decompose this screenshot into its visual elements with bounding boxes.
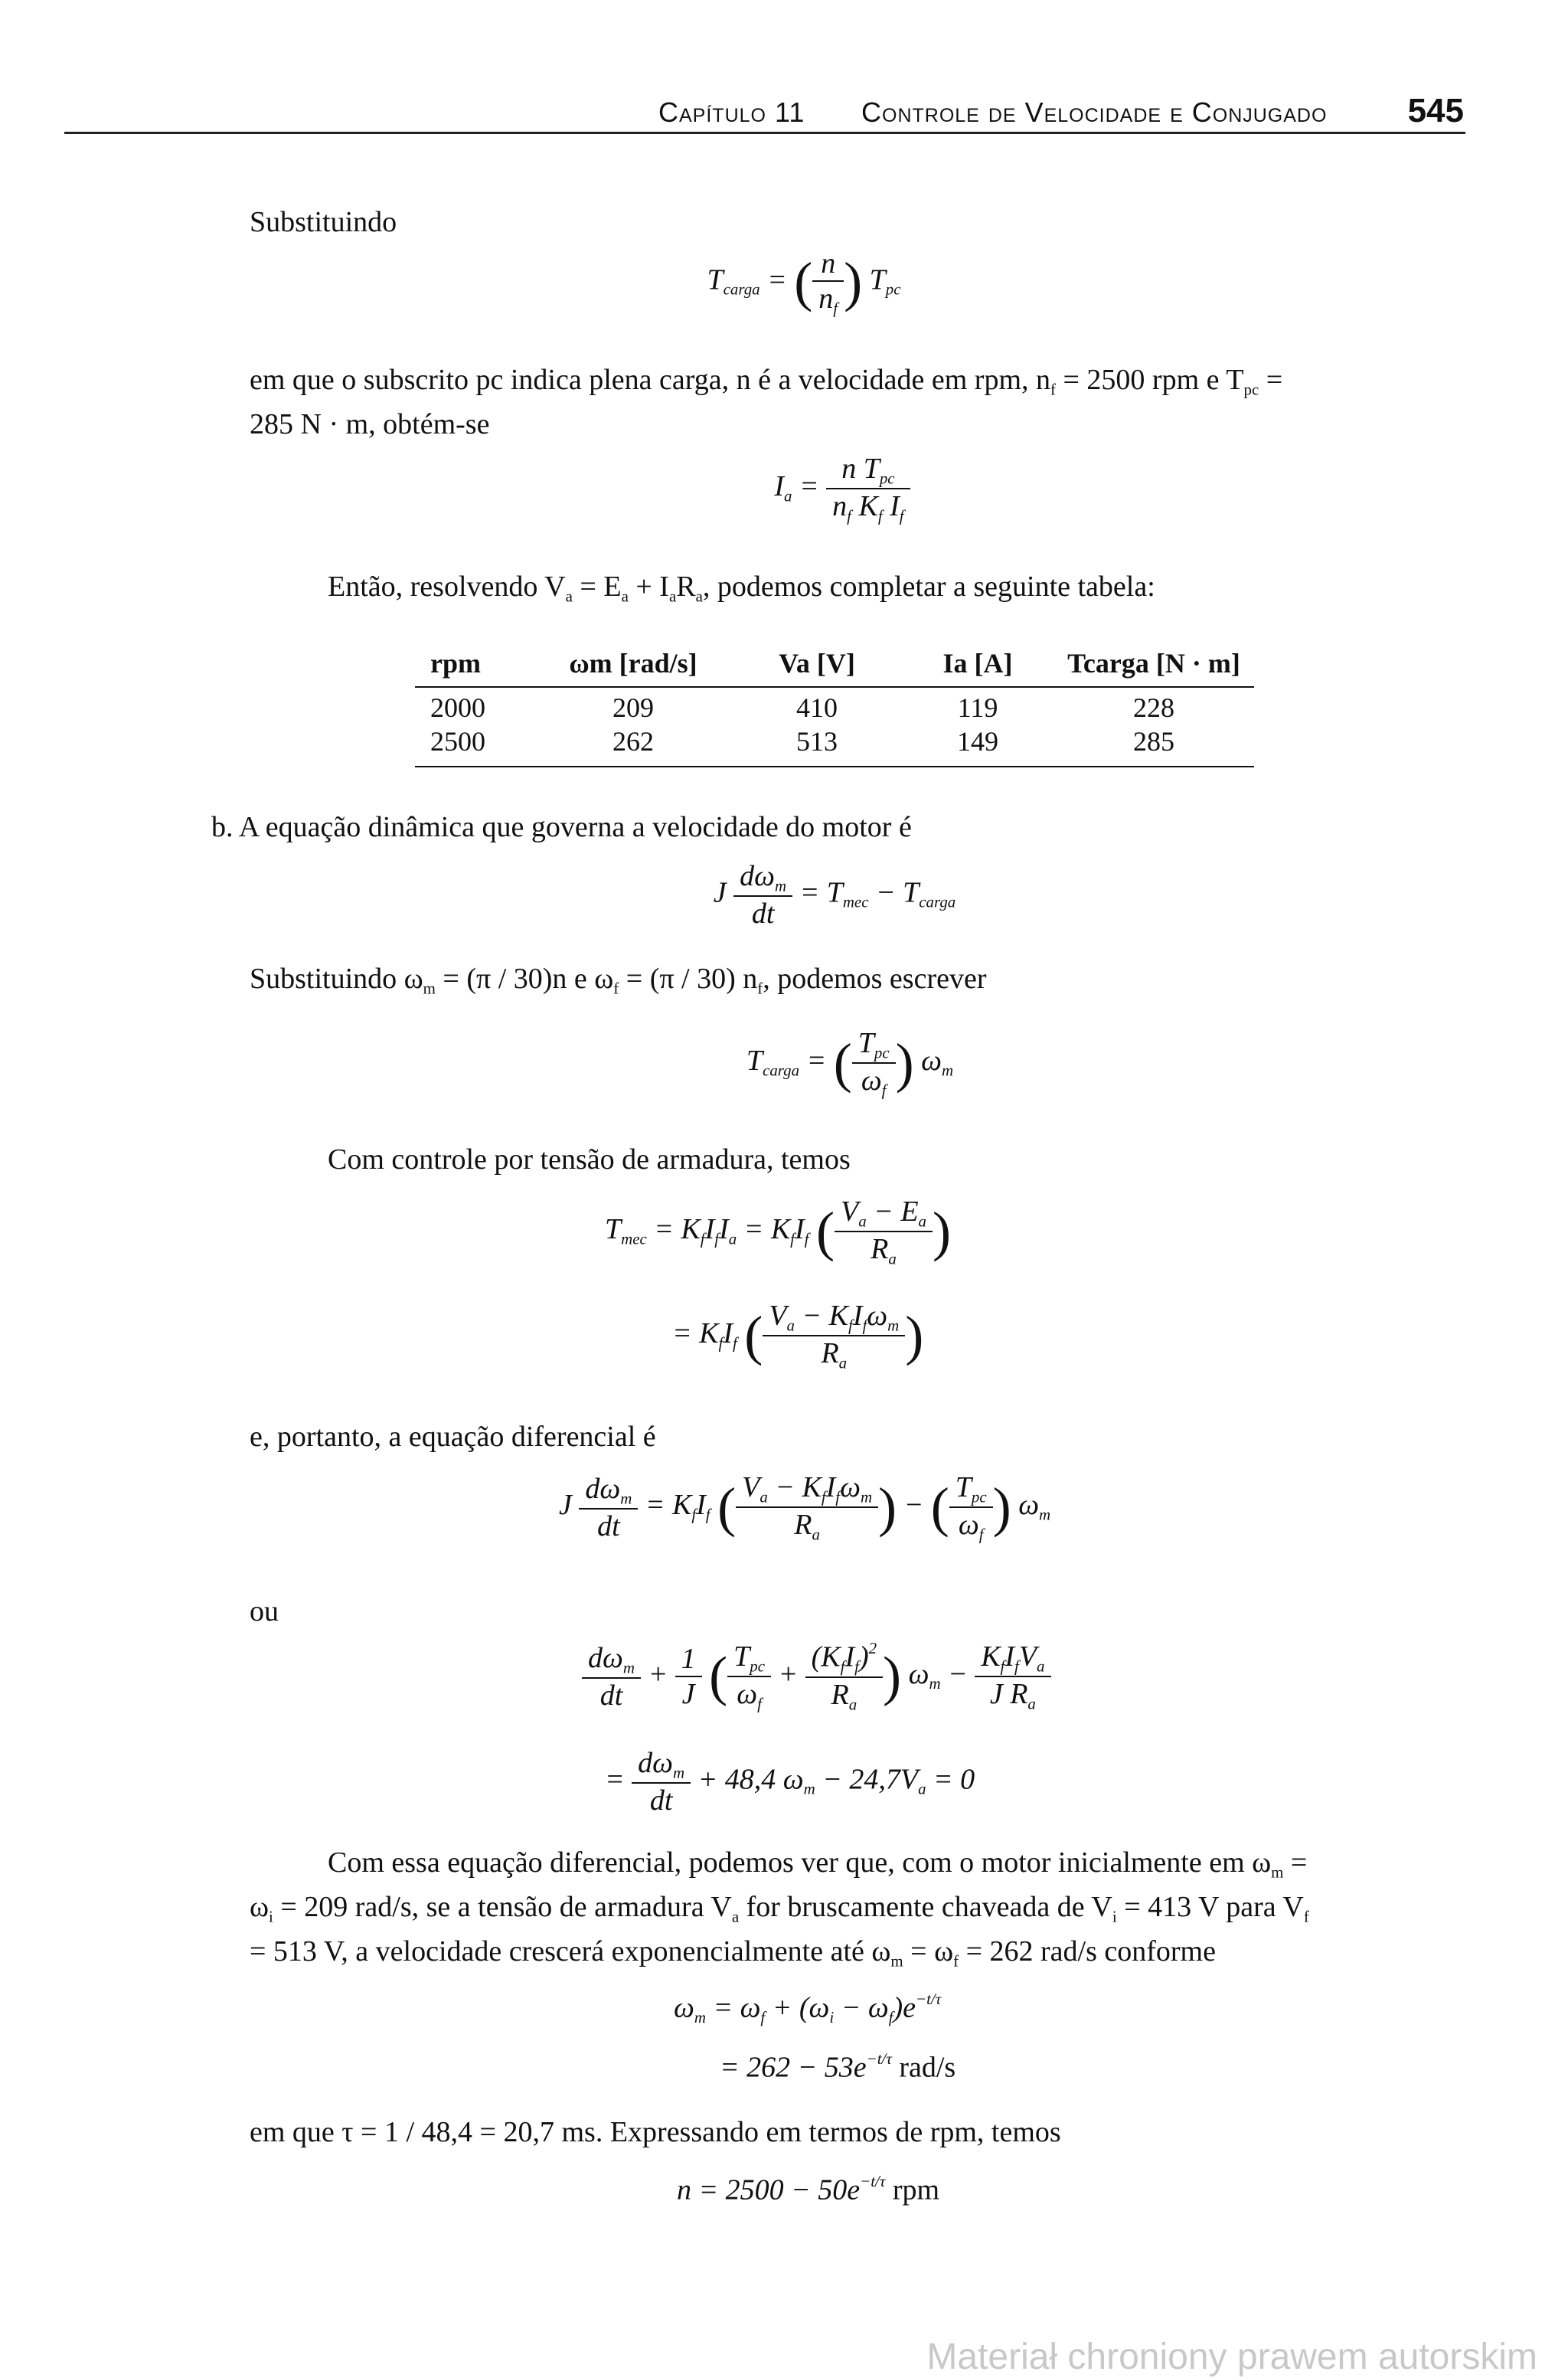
equation-tcarga: $T_{carga}$ = ( $\frac{n}{n_f}$ ) $T_{pc}$ <box>707 247 901 318</box>
table-cell: 262 <box>612 726 654 757</box>
para-em-que: em que o subscrito pc indica plena carga, n é a velocidade em rpm, $n_f = 2500$ rpm e $T_{pc}$ = <box>250 364 1283 399</box>
para-entao: Então, resolvendo $V_a = E_a + I_aR_a$, podemos completar a seguinte tabela: <box>328 571 1155 606</box>
equation-omega-t: $\omega_m = \omega_f + (\omega_i - \omega_f)e^{-t/\tau}$ <box>674 1990 942 2027</box>
para-portanto: e, portanto, a equação diferencial é <box>250 1421 656 1453</box>
table-cell: 149 <box>957 726 998 757</box>
equation-ou-1: $\frac{d\omega_m}{dt}$ + $\frac{1}{J}$ ( $\frac{T_{pc}}{\omega_f}$ + $\frac{(K_fI_f)^2}{R_a}$ ) $\omega_m$ − $\frac{K_fI_fV_a}{J R_a}$ <box>582 1639 1118 1714</box>
table-header: rpm <box>430 648 481 679</box>
table-cell: 285 <box>1133 726 1174 757</box>
equation-tmec-2: = $K_fI_f$ ( $\frac{V_a - K_fI_f\omega_m}{R_a}$ ) <box>672 1300 924 1372</box>
para-em-que-tau: em que τ = 1 / 48,4 = 20,7 ms. Expressando em termos de rpm, temos <box>250 2116 1061 2148</box>
equation-tcarga-omega: $T_{carga}$ = ( $\frac{T_{pc}}{\omega_f}$ ) $\omega_m$ <box>746 1027 954 1100</box>
equation-tmec-1: $T_{mec} = K_fI_fI_a = K_fI_f$ ( $\frac{V_a - E_a}{R_a}$ ) <box>605 1196 952 1268</box>
table-header: Tcarga [N · m] <box>1067 648 1240 679</box>
chapter-title: Controle de Velocidade e Conjugado <box>861 96 1328 128</box>
para-com-essa-3: = 513 V, a velocidade crescerá exponencialmente até $\omega_m = \omega_f = 262$ rad/s conforme <box>250 1935 1216 1971</box>
chapter-label: Capítulo 11 <box>658 96 805 128</box>
running-header <box>658 93 1464 132</box>
table-header: ωm [rad/s] <box>569 648 697 679</box>
page-number: 545 <box>1407 92 1464 129</box>
equation-rpm: $n = 2500 - 50e^{-t/\tau}$ rpm <box>677 2172 940 2206</box>
para-com-controle: Com controle por tensão de armadura, temos <box>328 1143 851 1176</box>
table-row <box>415 725 1254 758</box>
equation-differential: J $\frac{d\omega_m}{dt}$ = $K_fI_f$ ( $\frac{V_a - K_fI_f\omega_m}{R_a}$ ) − ( $\frac{T_{pc}}{\omega_f}$ ) $\omega_m$ <box>559 1471 1051 1544</box>
table-cell: 513 <box>796 726 838 757</box>
equation-ia: $I_a$ = $\frac{n T_{pc}}{n_f K_f I_f}$ <box>727 452 957 526</box>
table-header-row <box>415 640 1254 686</box>
table-cell: 410 <box>796 692 838 723</box>
para-substituindo-2: Substituindo $\omega_m = (\pi / 30)n$ e $\omega_f = (\pi / 30)$ $n_f$, podemos escrever <box>250 963 987 998</box>
table-cell: 119 <box>957 692 998 723</box>
table-rule <box>415 686 1254 688</box>
table-rule <box>415 766 1254 767</box>
equation-dynamic: J $\frac{d\omega_m}{dt}$ = $T_{mec} - T_{carga}$ <box>713 860 956 931</box>
table-row <box>415 691 1254 725</box>
header-rule <box>64 132 1465 134</box>
results-table <box>415 640 1254 767</box>
table-header: Ia [A] <box>942 648 1013 679</box>
para-com-essa-2: $\omega_i = 209$ rad/s, se a tensão de armadura $V_a$ for bruscamente chaveada de $V_i = 413$ V para $V_f$ <box>250 1891 1309 1926</box>
table-cell: 2000 <box>430 692 485 723</box>
equation-ou-2: = $\frac{d\omega_m}{dt}$ + 48,4 $\omega_m - 24,7V_a = 0$ <box>605 1747 975 1817</box>
para-com-essa-1: Com essa equação diferencial, podemos ver que, com o motor inicialmente em $\omega_m$ = <box>328 1846 1308 1882</box>
table-cell: 209 <box>612 692 654 723</box>
table-cell: 228 <box>1133 692 1174 723</box>
para-substituindo: Substituindo <box>250 206 397 238</box>
para-285: 285 N · m, obtém-se <box>250 408 490 440</box>
table-cell: 2500 <box>430 726 485 757</box>
equation-omega-numeric: = $262 - 53e^{-t/\tau}$ rad/s <box>720 2049 956 2084</box>
table-header: Va [V] <box>779 648 855 679</box>
para-ou: ou <box>250 1595 279 1627</box>
para-b: b. A equação dinâmica que governa a velocidade do motor é <box>211 811 912 843</box>
watermark: Materiał chroniony prawem autorskim <box>926 2337 1537 2377</box>
